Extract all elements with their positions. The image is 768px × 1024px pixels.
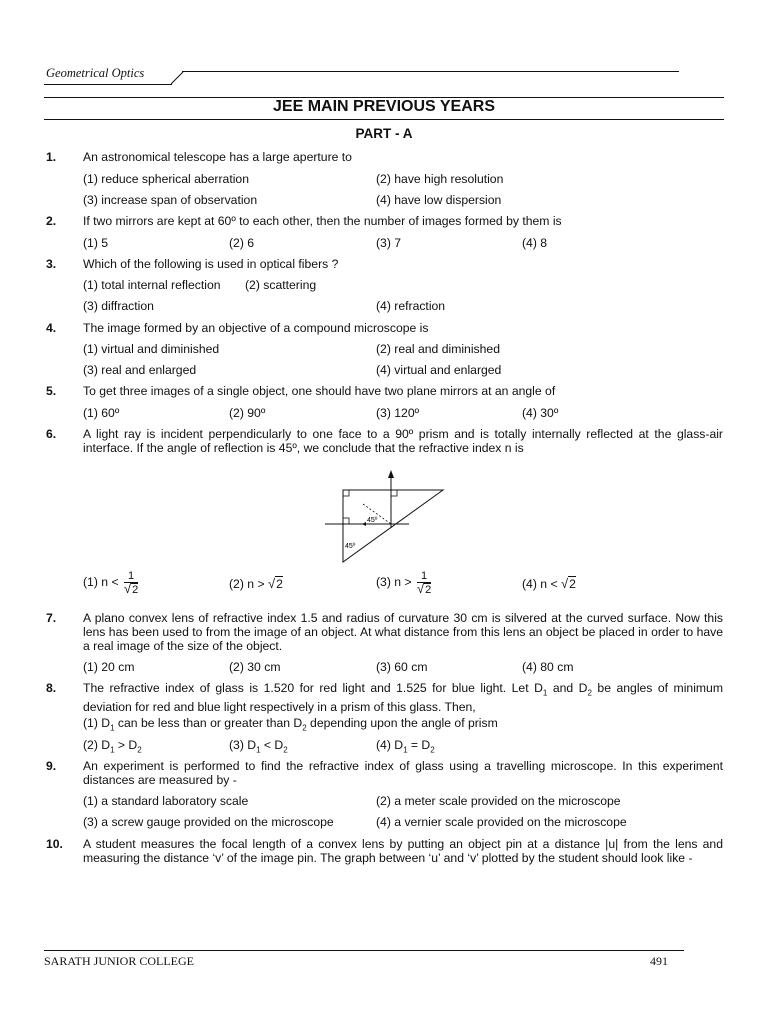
page-number: 491 [650, 954, 668, 968]
question-text: A plano convex lens of refractive index 1.5 and radius of curvature 30 cm is silvered at the curved surface. Now this lens has been used to from the image of an object. At what distance from this lens an object be placed in order to have a real image of the size of the object. [83, 611, 723, 653]
footer-college: SARATH JUNIOR COLLEGE [44, 954, 194, 968]
sqrt-symbol: √ [560, 576, 569, 591]
option-label: (3) n > [376, 575, 412, 590]
part-title: PART - A [355, 126, 413, 141]
option [229, 576, 283, 591]
option: (1) a standard laboratory scale [83, 794, 249, 808]
sqrt-value: 2 [132, 584, 139, 596]
question-number: 4. [46, 321, 57, 335]
option: (3) a screw gauge provided on the microscope [83, 815, 334, 829]
option: (3) diffraction [83, 299, 154, 313]
option-label: (1) n < [83, 575, 119, 590]
option-label: (4) n < [522, 577, 558, 591]
question-number: 6. [46, 427, 57, 441]
question-number: 8. [46, 681, 57, 695]
sqrt-value: 2 [276, 577, 283, 591]
sqrt-value: 2 [425, 584, 432, 596]
question-text: To get three images of a single object, one should have two plane mirrors at an angle of [83, 384, 556, 398]
option: (3) 60 cm [376, 660, 428, 674]
question-number: 3. [46, 257, 57, 271]
question-number: 1. [46, 150, 57, 164]
option: (2) real and diminished [376, 342, 500, 356]
question-number: 7. [46, 611, 57, 625]
sqrt-symbol: √ [267, 576, 276, 591]
option: (2) 6 [229, 236, 255, 250]
option [376, 570, 431, 596]
option: (2) 90º [229, 406, 266, 420]
question-number: 9. [46, 759, 57, 773]
header-rule-left [44, 84, 172, 85]
question-number: 5. [46, 384, 57, 398]
question-text: The image formed by an objective of a compound microscope is [83, 321, 429, 335]
option-label: (2) n > [229, 577, 265, 591]
option: (2) 30 cm [229, 660, 281, 674]
option: (3) $D_1 < D_2$ [229, 738, 288, 755]
option: (1) total internal reflection [83, 278, 221, 292]
option: (4) $D_1 = D_2$ [376, 738, 435, 755]
question-text: An astronomical telescope has a large aperture to [83, 150, 352, 164]
option: (4) have low dispersion [376, 193, 502, 207]
option: (1) reduce spherical aberration [83, 172, 249, 186]
option: (4) 80 cm [522, 660, 574, 674]
option: (1) 5 [83, 236, 109, 250]
question-text: A student measures the focal length of a convex lens by putting an object pin at a distance |u| from the lens and measuring the distance ‘v’ of the image pin. The graph between ‘u’ and ‘v’ plotted by the student should look like - [83, 837, 723, 865]
prism-diagram [325, 466, 445, 568]
footer-rule [44, 950, 684, 951]
question-text: An experiment is performed to find the refractive index of glass using a travelling microscope. In this experiment distances are measured by - [83, 759, 723, 787]
option: (4) a vernier scale provided on the microscope [376, 815, 627, 829]
angle-label: 45º [367, 517, 378, 524]
title-rule-bottom [44, 119, 724, 120]
question-text: If two mirrors are kept at 60º to each other, then the number of images formed by them is [83, 214, 562, 228]
header-rule-right [182, 71, 679, 72]
option: (1) 20 cm [83, 660, 135, 674]
option: (1) $D_1$ can be less than or greater than $D_2$ depending upon the angle of prism [83, 716, 498, 733]
question-text: Which of the following is used in optical fibers ? [83, 257, 339, 271]
option: (2) a meter scale provided on the microscope [376, 794, 621, 808]
header-rule-slant [171, 71, 185, 85]
page-title: JEE MAIN PREVIOUS YEARS [273, 98, 495, 115]
sqrt-symbol: √ [416, 581, 425, 596]
option: (2) $D_1 > D_2$ [83, 738, 142, 755]
question-number: 2. [46, 214, 57, 228]
option: (4) 30º [522, 406, 559, 420]
option: (3) increase span of observation [83, 193, 258, 207]
fraction [417, 570, 431, 596]
question-text: The refractive index of glass is 1.520 for red light and 1.525 for blue light. Let $D_1$ and $D_2$ be angles of minimum deviation for red and blue light respectively in a prism of this glass. Then, [83, 681, 723, 715]
question-text: A light ray is incident perpendicularly to one face to a 90º prism and is totally internally reflected at the glass-air interface. If the angle of reflection is 45º, we conclude that the refractive index n is [83, 427, 723, 455]
option [522, 576, 576, 591]
option [83, 570, 138, 596]
option: (2) scattering [245, 278, 317, 292]
denominator [124, 583, 138, 596]
sqrt-symbol: √ [123, 581, 132, 596]
option: (4) virtual and enlarged [376, 363, 502, 377]
option: (3) real and enlarged [83, 363, 197, 377]
option: (3) 7 [376, 236, 402, 250]
option: (4) refraction [376, 299, 446, 313]
option: (1) virtual and diminished [83, 342, 220, 356]
question-number: 10. [46, 837, 63, 851]
chapter-title: Geometrical Optics [46, 66, 145, 80]
sqrt-value: 2 [569, 577, 576, 591]
fraction [124, 570, 138, 596]
denominator [417, 583, 431, 596]
option: (4) 8 [522, 236, 548, 250]
option: (2) have high resolution [376, 172, 504, 186]
option: (1) 60º [83, 406, 120, 420]
option: (3) 120º [376, 406, 420, 420]
angle-label: 45º [345, 543, 356, 550]
numerator: 1 [417, 570, 431, 583]
numerator: 1 [124, 570, 138, 583]
